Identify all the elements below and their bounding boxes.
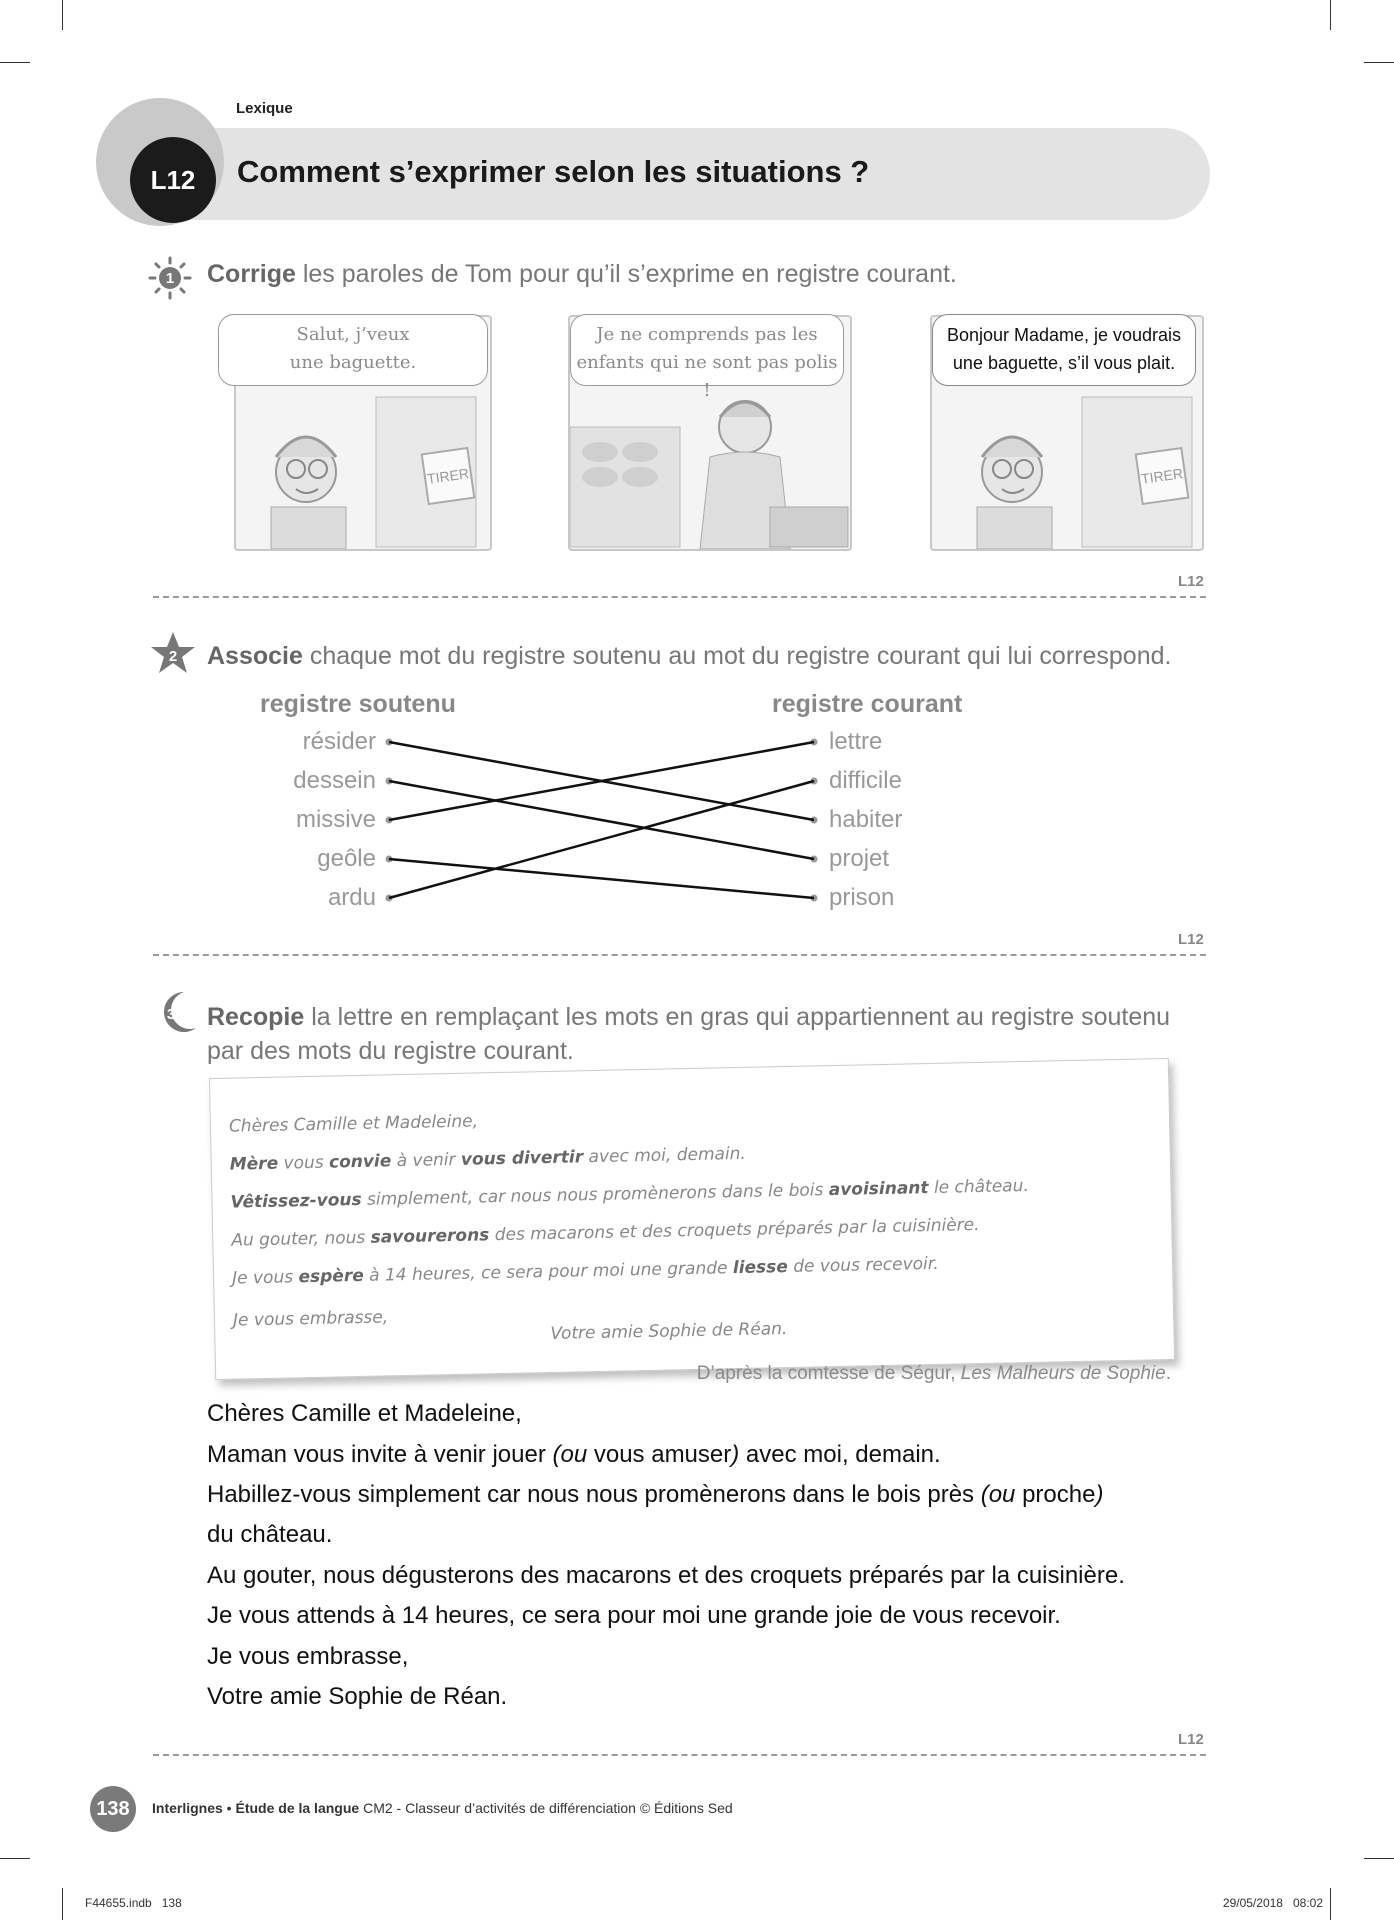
left-word: geôle <box>317 845 376 872</box>
bold-word: Vêtissez-vous <box>230 1189 362 1213</box>
answer-text: proche <box>1015 1481 1096 1508</box>
footer-separator: • <box>222 1800 236 1816</box>
page-number-badge: 138 <box>90 1786 136 1832</box>
door-sign: TIRER <box>421 447 476 505</box>
bubble-line: une baguette, s’il vous plait. <box>952 353 1176 373</box>
lesson-code-badge: L12 <box>130 137 216 223</box>
letter-line: Je vous embrasse, <box>232 1307 389 1331</box>
letter-text: Au gouter, nous <box>231 1227 371 1251</box>
answer-text: vous amuser <box>587 1441 732 1468</box>
letter-text: vous <box>277 1152 330 1174</box>
letter-line <box>231 1215 980 1251</box>
bubble-line: enfants qui ne sont pas polis ! <box>576 352 838 401</box>
letter-card <box>209 1058 1175 1380</box>
instruction-text: la lettre en remplaçant les mots en gras qui appartiennent au registre soutenu <box>304 1003 1171 1031</box>
exercise-number: 3 <box>166 1005 176 1023</box>
left-word: ardu <box>327 884 376 911</box>
bold-word: Mère <box>229 1153 279 1175</box>
letter-text: à 14 heures, ce sera pour moi une grande <box>363 1258 734 1286</box>
instruction-verb: Corrige <box>207 260 296 288</box>
answer-line <box>207 1481 1103 1509</box>
answer-text: avec moi, demain. <box>739 1441 941 1468</box>
category-label: Lexique <box>236 100 293 117</box>
match-line <box>389 781 814 859</box>
instruction-text: chaque mot du registre soutenu au mot du registre courant qui lui correspond. <box>302 642 1172 670</box>
footer-subject: Étude de la langue <box>235 1800 360 1816</box>
lesson-tag: L12 <box>1178 931 1204 948</box>
letter-line <box>232 1254 939 1289</box>
bubble-line: Salut, j’veux <box>296 324 410 345</box>
answer-line: Je vous embrasse, <box>207 1643 409 1670</box>
lesson-tag: L12 <box>1178 1731 1204 1748</box>
slug-file: F44655.indb 138 <box>85 1896 182 1910</box>
right-word: prison <box>829 884 895 911</box>
answer-italic: ) <box>731 1441 740 1468</box>
right-word: projet <box>829 845 890 872</box>
left-word: dessein <box>293 767 376 794</box>
letter-text: simplement, car nous nous promènerons dans le bois <box>361 1180 829 1210</box>
page-title: Comment s’exprimer selon les situations ? <box>237 154 870 189</box>
source-text: . <box>1165 1363 1171 1384</box>
divider <box>153 1754 1206 1756</box>
bold-word: espère <box>298 1265 364 1288</box>
right-word: difficile <box>829 767 902 794</box>
left-word: missive <box>295 806 376 833</box>
match-line <box>389 859 814 898</box>
slug-date: 29/05/2018 08:02 <box>1222 1896 1323 1910</box>
answer-text: Habillez-vous simplement car nous nous promènerons dans le bois près <box>207 1481 981 1508</box>
bold-word: vous divertir <box>460 1147 584 1170</box>
letter-line <box>230 1144 746 1175</box>
letter-text: des macarons et des croquets préparés par la cuisinière. <box>489 1214 980 1246</box>
lesson-tag: L12 <box>1178 573 1204 590</box>
bold-word: savourerons <box>370 1225 490 1248</box>
instruction-verb: Recopie <box>207 1003 305 1031</box>
left-word: résider <box>302 728 376 755</box>
footer-credit <box>152 1800 733 1816</box>
exercise-number: 1 <box>165 269 175 287</box>
instruction-verb: Associe <box>207 642 303 670</box>
right-word: lettre <box>829 728 883 755</box>
right-column-header: registre courant <box>772 690 963 718</box>
footer-text: CM2 - Classeur d’activités de différenciation © Éditions Sed <box>359 1800 733 1816</box>
bubble-line: Je ne comprends pas les <box>596 324 818 345</box>
answer-line: Votre amie Sophie de Réan. <box>207 1683 508 1710</box>
letter-text: à venir <box>391 1149 462 1172</box>
answer-italic: ) <box>1095 1481 1104 1508</box>
letter-text: de vous recevoir. <box>787 1253 939 1278</box>
answer-line: Au gouter, nous dégusterons des macarons et des croquets préparés par la cuisinière. <box>207 1562 1125 1589</box>
answer-line: du château. <box>207 1521 333 1548</box>
instruction-text: par des mots du registre courant. <box>207 1037 574 1065</box>
footer-brand: Interlignes <box>152 1800 223 1816</box>
bold-word: liesse <box>732 1257 789 1279</box>
source-citation <box>697 1363 1171 1385</box>
answer-italic: (ou <box>980 1481 1016 1508</box>
bold-word: avoisinant <box>828 1178 929 1201</box>
answer-text: Maman vous invite à venir jouer <box>207 1441 553 1468</box>
bubble-line: une baguette. <box>289 352 417 373</box>
door-sign: TIRER <box>1135 447 1190 505</box>
answer-line: Je vous attends à 14 heures, ce sera pour moi une grande joie de vous recevoir. <box>207 1602 1061 1629</box>
letter-line <box>230 1176 1029 1213</box>
letter-line: Chères Camille et Madeleine, <box>228 1111 479 1137</box>
right-word: habiter <box>829 806 903 833</box>
answer-line <box>207 1441 941 1469</box>
match-line <box>389 781 814 898</box>
answer-line: Chères Camille et Madeleine, <box>207 1400 522 1427</box>
bold-word: convie <box>328 1151 392 1173</box>
source-title: Les Malheurs de Sophie <box>960 1363 1166 1384</box>
letter-text: avec moi, demain. <box>582 1143 747 1168</box>
divider <box>153 954 1206 956</box>
bubble-line: Bonjour Madame, je voudrais <box>946 325 1182 345</box>
letter-text: Je vous <box>231 1267 299 1289</box>
left-column-header: registre soutenu <box>260 690 456 718</box>
source-text: D’après la comtesse de Ségur, <box>696 1363 961 1384</box>
instruction-text: les paroles de Tom pour qu’il s’exprime en registre courant. <box>295 260 957 288</box>
letter-text: le château. <box>928 1175 1029 1199</box>
exercise3-instruction <box>207 1000 1170 1068</box>
exercise-number: 2 <box>168 647 178 665</box>
answer-italic: (ou <box>552 1441 588 1468</box>
letter-signature: Votre amie Sophie de Réan. <box>550 1319 788 1344</box>
